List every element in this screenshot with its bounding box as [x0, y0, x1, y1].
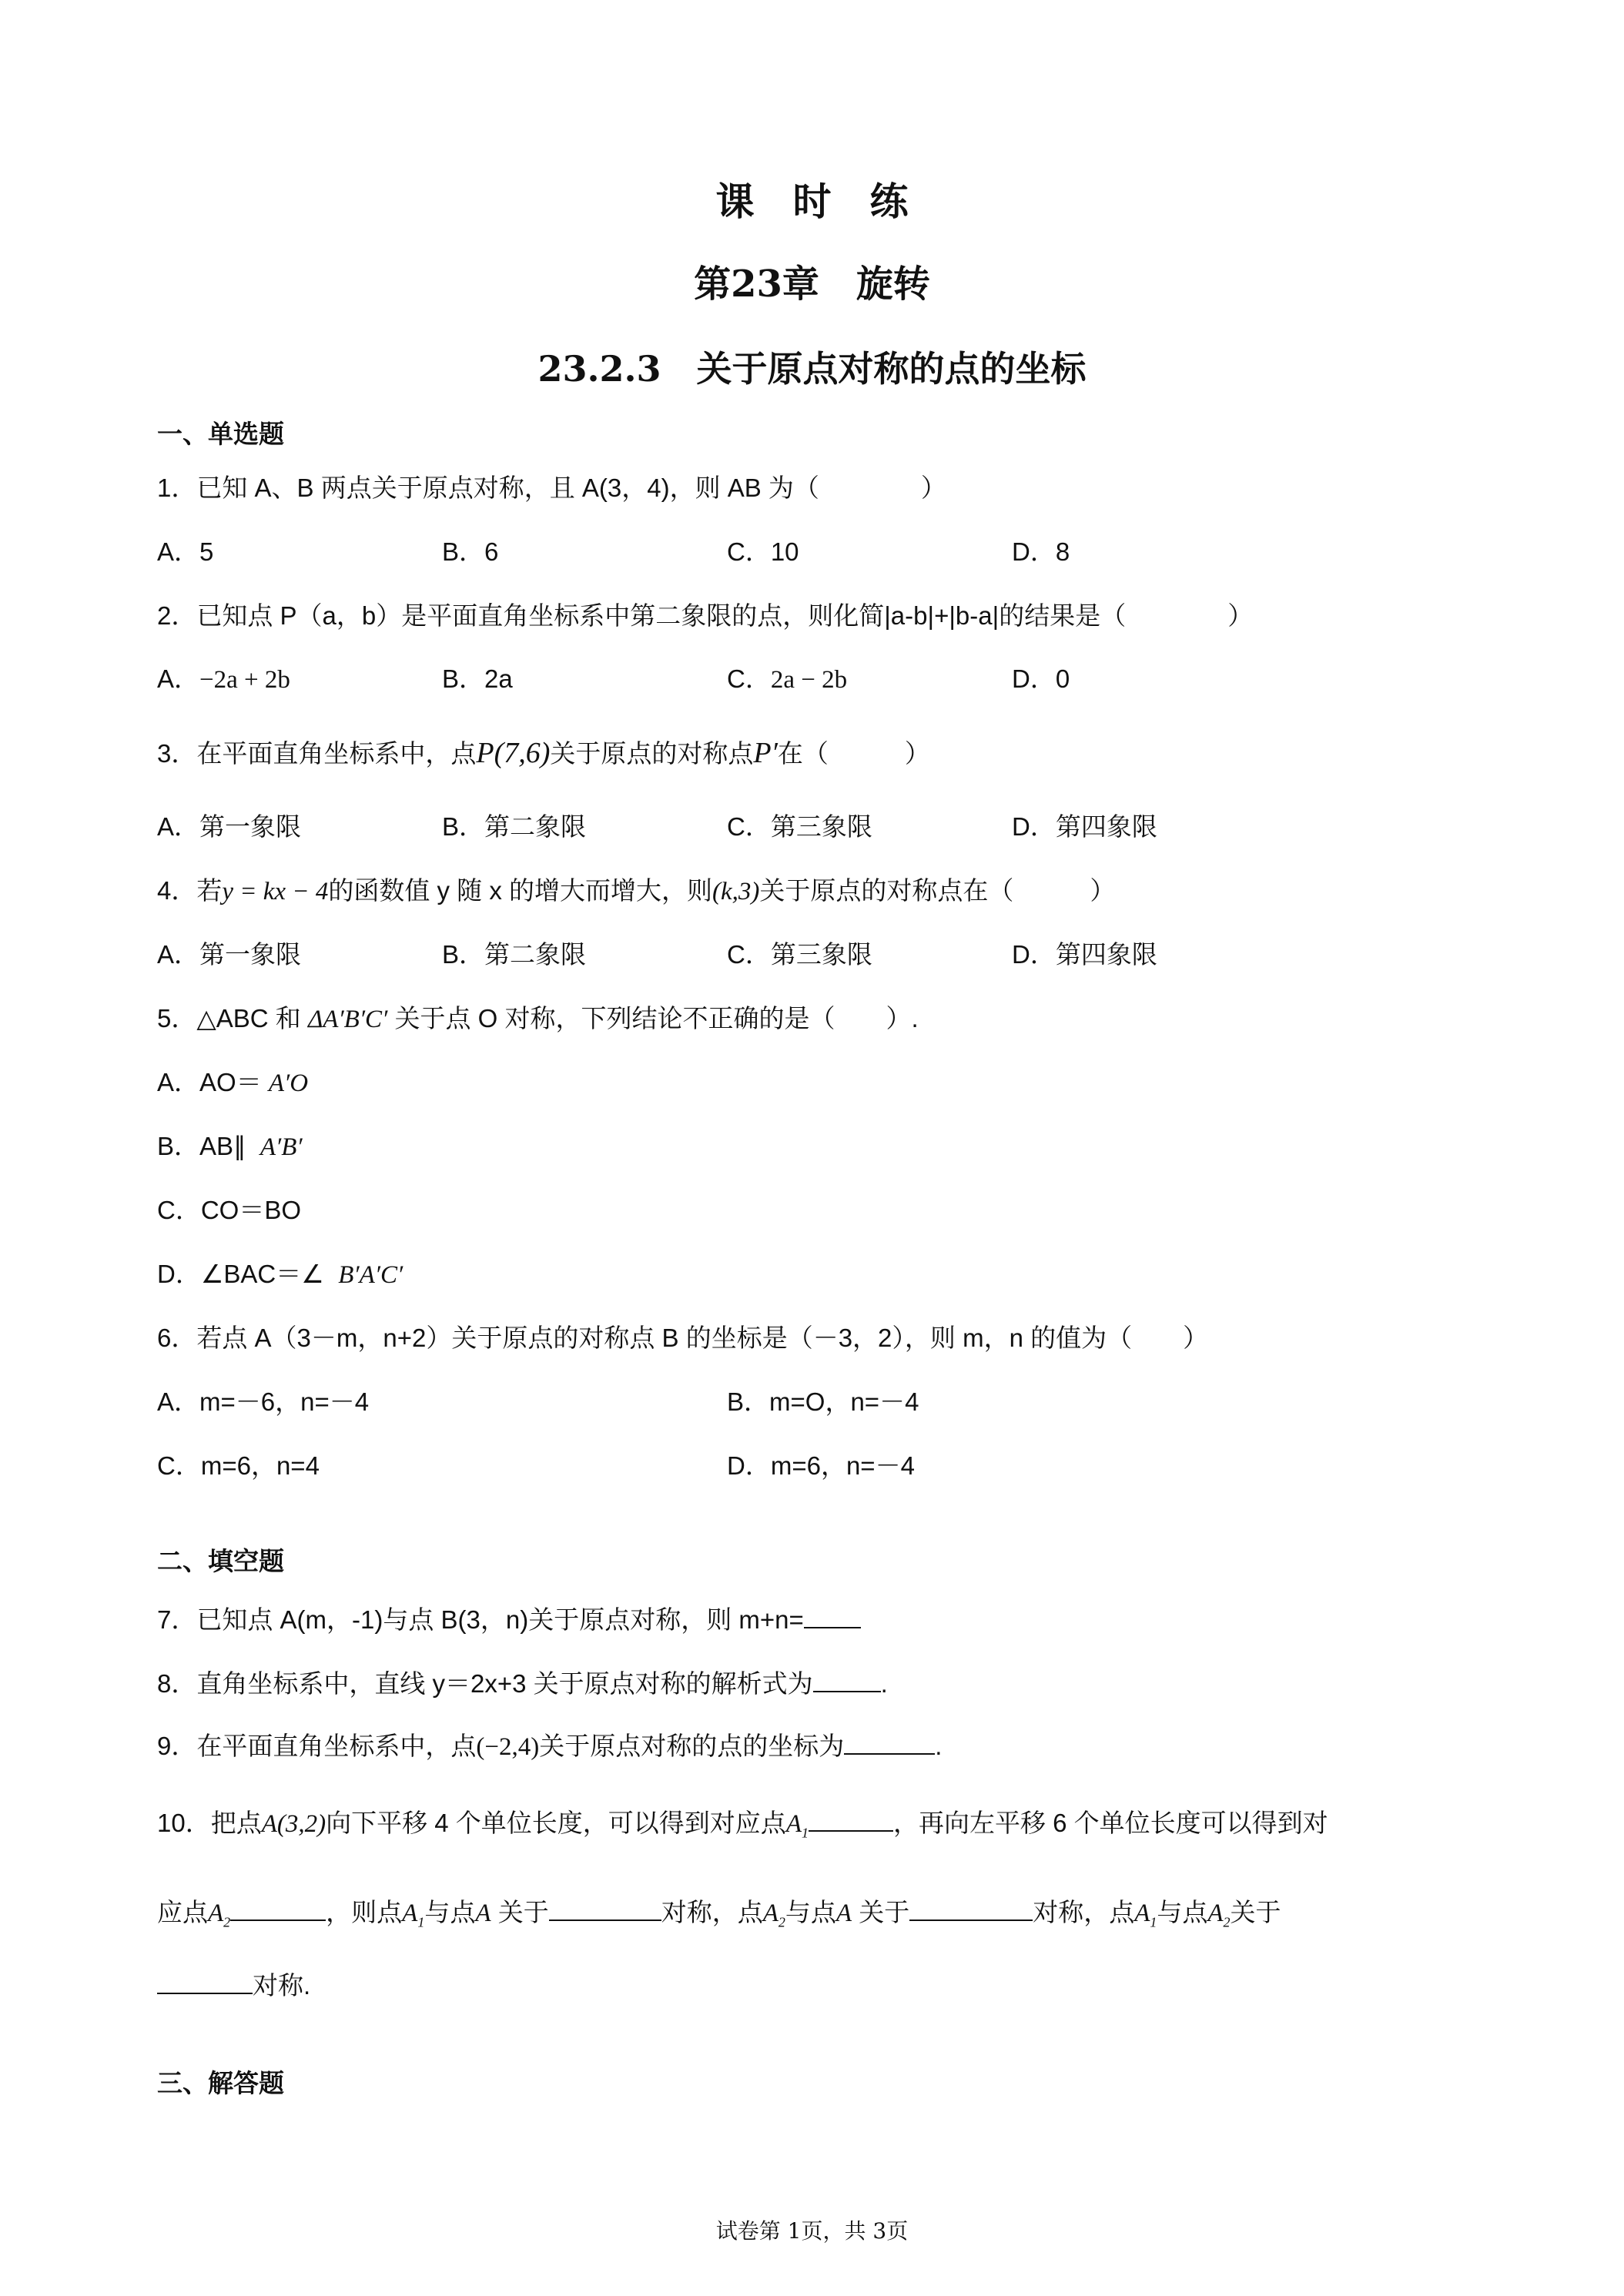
q3-math-point: P(7,6)	[476, 737, 551, 769]
q5-option-a-math: A′O	[268, 1069, 309, 1097]
question-9	[157, 1730, 942, 1762]
question-10-line-1	[157, 1807, 1328, 1849]
chapter-title: 第23章 旋转	[694, 263, 930, 306]
question-5	[157, 1003, 919, 1035]
q10-math-a2-b	[762, 1899, 785, 1930]
q4-text-pre: 4．若	[157, 876, 223, 905]
q6-option-a: A．m=－6，n=－4	[157, 1387, 370, 1416]
q4-text-post: 关于原点的对称点在（ ）	[759, 876, 1116, 905]
q5-option-d-math: B′A′C′	[338, 1261, 403, 1289]
q10-math-a1-b	[402, 1899, 425, 1930]
q10-text-14: 对称.	[253, 1971, 311, 2000]
q4-text-mid: 的函数值 y 随 x 的增大而增大，则	[328, 876, 713, 905]
q10-blank-sym1[interactable]	[549, 1896, 661, 1921]
q10-math-a2-c	[1207, 1899, 1231, 1930]
q9-math-point: (−2,4)	[476, 1733, 540, 1761]
q10-a2-sub: 2	[223, 1914, 231, 1930]
q7-text: 7．已知点 A(m，-1)与点 B(3，n)关于原点对称，则 m+n=	[157, 1605, 804, 1634]
q5-text-post: 关于点 O 对称，下列结论不正确的是（ ）.	[394, 1004, 919, 1033]
q10-math-a-b: A	[475, 1899, 491, 1927]
q10-text-7: 关于	[497, 1898, 549, 1926]
q1-option-b: B．6	[442, 537, 499, 566]
q10-text-3: ，再向左平移 6 个单位长度可以得到对	[892, 1809, 1328, 1837]
q10-math-a-c: A	[835, 1899, 852, 1927]
q2-option-c	[727, 664, 847, 695]
question-10-line-3	[157, 1970, 310, 2001]
q10-text-11: 对称，点	[1033, 1898, 1135, 1926]
q1-option-a: A．5	[157, 537, 214, 566]
q10-blank-a2[interactable]	[230, 1896, 326, 1921]
q10-text-10: 关于	[859, 1898, 910, 1926]
q5-option-b-text: B．AB∥	[157, 1132, 246, 1160]
q8-answer-blank[interactable]	[813, 1668, 881, 1692]
q5-option-d	[157, 1259, 403, 1290]
question-4	[157, 875, 1115, 907]
page-title: 课 时 练	[715, 179, 909, 224]
q10-a1c-sub: 1	[1150, 1914, 1157, 1930]
q10-text-13: 关于	[1230, 1898, 1281, 1926]
q3-math-prime: P′	[753, 737, 778, 769]
q10-text-4: 应点	[157, 1898, 208, 1926]
section-title: 23.2.3 关于原点对称的点的坐标	[537, 348, 1087, 390]
q9-text-pre: 9．在平面直角坐标系中，点	[157, 1732, 477, 1760]
q5-math-triangle: ΔA′B′C′	[307, 1006, 388, 1033]
q9-answer-blank[interactable]	[844, 1730, 935, 1755]
q10-a1-sub: 1	[801, 1825, 809, 1841]
q6-option-c: C．m=6，n=4	[157, 1451, 320, 1480]
question-6: 6．若点 A（3－m，n+2）关于原点的对称点 B 的坐标是（－3，2），则 m，n 的值为（ ）	[157, 1324, 1209, 1352]
q9-text-post: 关于原点对称的点的坐标为	[539, 1732, 845, 1760]
section-heading-solution: 三、解答题	[157, 2069, 284, 2097]
q10-text-9: 与点	[785, 1898, 836, 1926]
q4-option-c: C．第三象限	[727, 940, 872, 969]
q10-a1b-letter: A	[402, 1899, 418, 1927]
q10-text-12: 与点	[1157, 1898, 1208, 1926]
q7-answer-blank[interactable]	[804, 1604, 861, 1628]
q10-math-a1-c	[1134, 1899, 1157, 1930]
q10-blank-sym2[interactable]	[909, 1896, 1033, 1921]
q1-option-d: D．8	[1012, 537, 1070, 566]
q4-math-function: y = kx − 4	[222, 878, 329, 905]
page-footer: 试卷第 1页，共 3页	[715, 2218, 909, 2244]
q10-a1b-sub: 1	[417, 1914, 425, 1930]
q10-math-a1	[785, 1810, 809, 1841]
q10-math-point-a: A(3,2)	[261, 1810, 326, 1838]
section-heading-single-choice: 一、单选题	[157, 420, 284, 448]
q10-a2-letter: A	[208, 1899, 224, 1927]
section-heading-fill-in: 二、填空题	[157, 1547, 284, 1575]
q8-text: 8．直角坐标系中，直线 y＝2x+3 关于原点对称的解析式为	[157, 1669, 813, 1698]
q3-text-mid: 关于原点的对称点	[550, 739, 754, 768]
q10-a2b-letter: A	[762, 1899, 779, 1927]
question-10-line-2	[157, 1896, 1281, 1938]
q3-text-post: 在（ ）	[777, 739, 930, 768]
q10-text-2: 向下平移 4 个单位长度，可以得到对应点	[326, 1809, 786, 1837]
q10-blank-a1[interactable]	[809, 1807, 893, 1832]
q5-option-a	[157, 1067, 308, 1099]
q5-option-b-math: A′B′	[260, 1133, 303, 1161]
q9-end: .	[935, 1732, 943, 1760]
q10-text-8: 对称，点	[661, 1898, 763, 1926]
question-2: 2．已知点 P（a，b）是平面直角坐标系中第二象限的点，则化简|a-b|+|b-a|的结果是（ ）	[157, 601, 1254, 630]
q3-option-d: D．第四象限	[1012, 812, 1157, 841]
q4-option-b: B．第二象限	[442, 940, 587, 969]
q2-option-d: D．0	[1012, 664, 1070, 693]
q4-math-point: (k,3)	[712, 878, 760, 905]
q10-a1-letter: A	[785, 1810, 802, 1838]
q5-option-a-text: A．AO＝	[157, 1068, 262, 1096]
q10-math-a2	[208, 1899, 231, 1930]
q2-option-c-math: 2a − 2b	[770, 666, 848, 694]
q10-a2b-sub: 2	[778, 1914, 785, 1930]
q2-option-a	[157, 664, 290, 695]
q1-option-c: C．10	[727, 537, 799, 566]
q6-option-d: D．m=6，n=－4	[727, 1451, 915, 1480]
q10-a2c-sub: 2	[1223, 1914, 1231, 1930]
q5-option-b	[157, 1131, 303, 1163]
q2-option-a-math: −2a + 2b	[199, 666, 290, 694]
q4-option-a: A．第一象限	[157, 940, 302, 969]
q6-option-b: B．m=O，n=－4	[727, 1387, 919, 1416]
q5-option-d-text: D．∠BAC＝∠	[157, 1260, 324, 1288]
question-7	[157, 1604, 861, 1635]
q2-option-b: B．2a	[442, 664, 513, 693]
q10-blank-sym3[interactable]	[157, 1970, 253, 1994]
q4-option-d: D．第四象限	[1012, 940, 1157, 969]
q10-a1c-letter: A	[1134, 1899, 1150, 1927]
question-8	[157, 1668, 888, 1699]
q5-text-pre: 5．△ABC 和	[157, 1004, 301, 1033]
question-3	[157, 738, 930, 769]
q8-end: .	[880, 1669, 888, 1698]
q5-option-c: C．CO＝BO	[157, 1196, 302, 1224]
q3-option-c: C．第三象限	[727, 812, 872, 841]
q3-option-a: A．第一象限	[157, 812, 302, 841]
q10-a2c-letter: A	[1207, 1899, 1224, 1927]
q10-text-5: ，则点	[326, 1898, 403, 1926]
q10-text-6: 与点	[424, 1898, 476, 1926]
q3-text-pre: 3．在平面直角坐标系中，点	[157, 739, 477, 768]
question-1: 1．已知 A、B 两点关于原点对称，且 A(3，4)，则 AB 为（ ）	[157, 474, 946, 502]
q2-option-c-label: C．	[727, 664, 771, 693]
q2-option-a-label: A．	[157, 664, 200, 693]
q10-text-1: 10．把点	[157, 1809, 262, 1837]
q3-option-b: B．第二象限	[442, 812, 587, 841]
